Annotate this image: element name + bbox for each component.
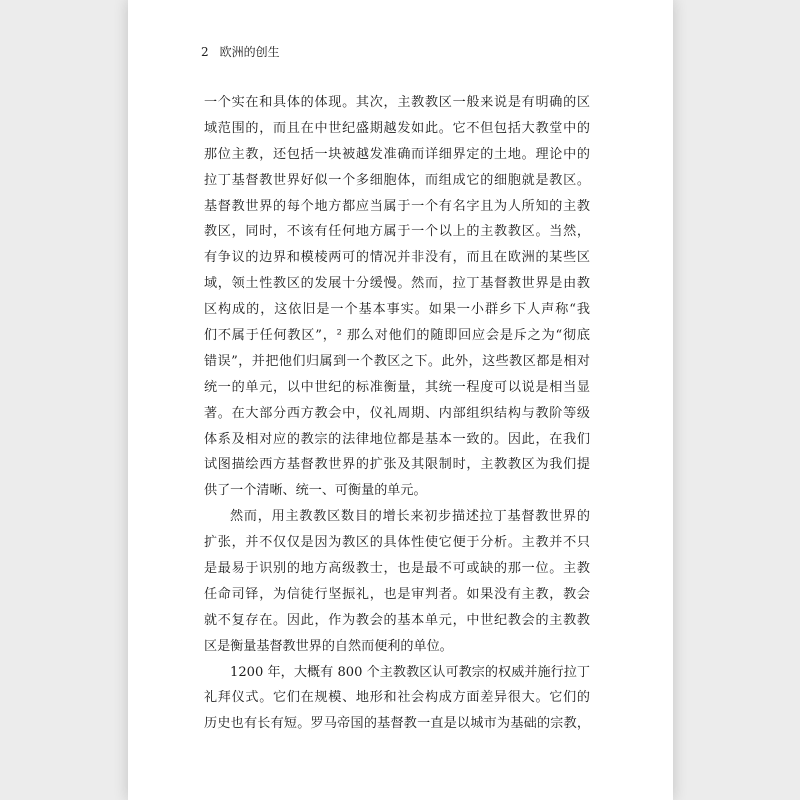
text-line: 任命司铎，为信徒行坚振礼，也是审判者。如果没有主教，教会 [204, 586, 590, 602]
text-line: 域范围的，而且在中世纪盛期越发如此。它不但包括大教堂中的 [204, 120, 590, 136]
chapter-title: 欧洲的创生 [219, 45, 280, 59]
text-line: 们不属于任何教区”，² 那么对他们的随即回应会是斥之为“彻底 [204, 328, 590, 344]
text-line: 域，领土性教区的发展十分缓慢。然而，拉丁基督教世界是由教 [204, 276, 590, 292]
text-line: 错误”，并把他们归属到一个教区之下。此外，这些教区都是相对 [204, 353, 590, 369]
page-number: 2 [201, 45, 209, 59]
text-line: 体系及相对应的教宗的法律地位都是基本一致的。因此，在我们 [204, 431, 590, 447]
text-line: 礼拜仪式。它们在规模、地形和社会构成方面差异很大。它们的 [204, 690, 590, 706]
text-line: 区是衡量基督教世界的自然而便利的单位。 [204, 638, 453, 654]
text-line: 拉丁基督教世界好似一个多细胞体，而组成它的细胞就是教区。 [204, 172, 590, 188]
text-line: 区构成的，这依旧是一个基本事实。如果一小群乡下人声称“我 [204, 302, 590, 318]
text-line: 教区，同时，不该有任何地方属于一个以上的主教教区。当然， [204, 224, 590, 240]
text-line: 基督教世界的每个地方都应当属于一个有名字且为人所知的主教 [204, 198, 590, 214]
running-head [201, 44, 280, 60]
text-line: 是最易于识别的地方高级教士，也是最不可或缺的那一位。主教 [204, 561, 590, 577]
text-line: 就不复存在。因此，作为教会的基本单元，中世纪教会的主教教 [204, 612, 590, 628]
text-line: 扩张，并不仅仅是因为教区的具体性使它便于分析。主教并不只 [204, 535, 590, 551]
text-line: 然而，用主教教区数目的增长来初步描述拉丁基督教世界的 [230, 509, 590, 525]
body-text [204, 90, 590, 737]
text-line: 1200 年，大概有 800 个主教教区认可教宗的权威并施行拉丁 [230, 664, 590, 680]
text-line: 试图描绘西方基督教世界的扩张及其限制时，主教教区为我们提 [204, 457, 590, 473]
text-line: 那位主教，还包括一块被越发准确而详细界定的土地。理论中的 [204, 146, 590, 162]
text-line: 著。在大部分西方教会中，仪礼周期、内部组织结构与教阶等级 [204, 405, 590, 421]
text-line: 统一的单元，以中世纪的标准衡量，其统一程度可以说是相当显 [204, 379, 590, 395]
book-page [128, 0, 673, 800]
text-line: 一个实在和具体的体现。其次，主教教区一般来说是有明确的区 [204, 95, 590, 110]
text-line: 有争议的边界和模棱两可的情况并非没有，而且在欧洲的某些区 [204, 250, 590, 266]
text-line: 历史也有长有短。罗马帝国的基督教一直是以城市为基础的宗教， [204, 716, 590, 732]
text-line: 供了一个清晰、统一、可衡量的单元。 [204, 483, 427, 499]
